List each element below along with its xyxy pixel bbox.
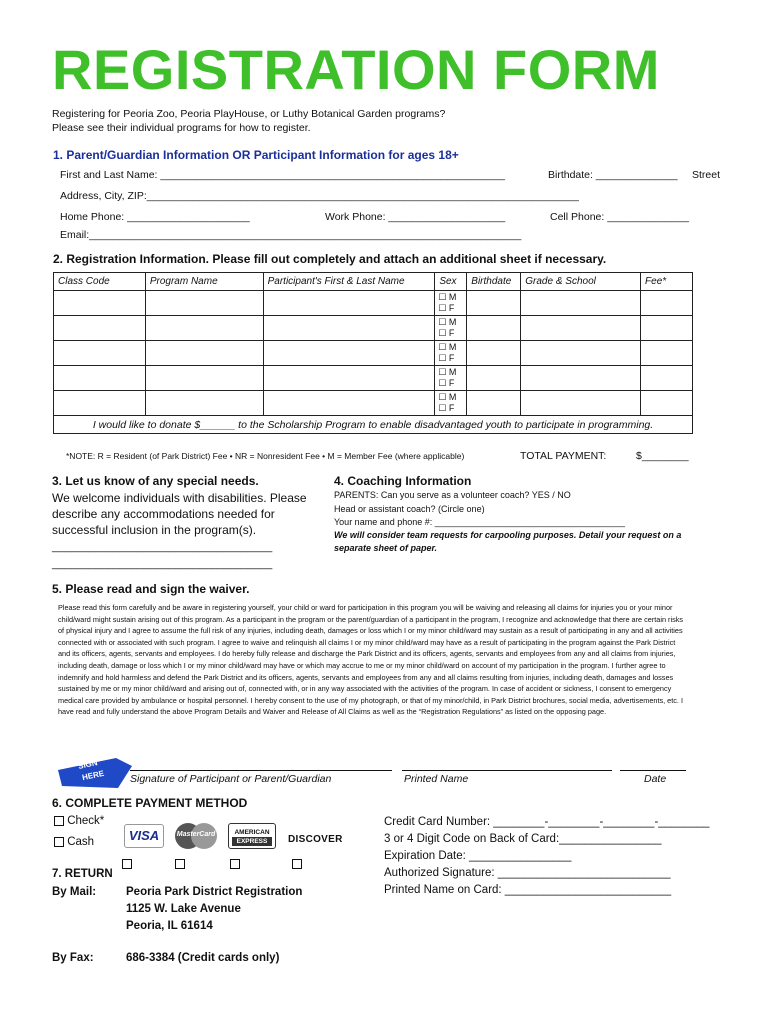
intro-line-2: Please see their individual programs for how to register.: [52, 122, 311, 134]
cc-number-field[interactable]: Credit Card Number: ________-________-________-________: [384, 816, 710, 828]
form-title: REGISTRATION FORM: [52, 38, 660, 101]
class-code-cell[interactable]: [54, 291, 146, 316]
home-phone-field[interactable]: Home Phone: _____________________: [60, 211, 250, 223]
amex-text-1: AMERICAN: [234, 829, 270, 836]
class-code-cell[interactable]: [54, 366, 146, 391]
carpool-note-2: separate sheet of paper.: [334, 543, 438, 553]
special-needs-text: We welcome individuals with disabilities. Please describe any accommodations needed for successful inclusion in the program(s).: [52, 491, 307, 537]
cc-expiration-field[interactable]: Expiration Date: ________________: [384, 850, 572, 862]
mastercard-checkbox[interactable]: [175, 855, 185, 873]
signature-label: Signature of Participant or Parent/Guardian: [130, 773, 332, 785]
fee-note: *NOTE: R = Resident (of Park District) Fee • NR = Nonresident Fee • M = Member Fee (where applicable): [66, 451, 465, 461]
sex-m-checkbox[interactable]: ☐ M: [438, 342, 457, 352]
col-fee: Fee*: [641, 273, 693, 291]
section2-heading: 2. Registration Information. Please fill out completely and attach an additional sheet if necessary.: [53, 252, 607, 266]
col-sex: Sex: [435, 273, 467, 291]
street-label: Street: [692, 169, 721, 181]
printed-name-label: Printed Name: [404, 773, 469, 785]
col-class-code: Class Code: [54, 273, 146, 291]
discover-logo: DISCOVER: [288, 834, 343, 845]
table-row[interactable]: [54, 316, 693, 341]
check-option[interactable]: [54, 815, 104, 827]
visa-checkbox[interactable]: [122, 855, 132, 873]
participant-name-cell[interactable]: [263, 366, 435, 391]
table-row[interactable]: [54, 366, 693, 391]
section7-heading: 7. RETURN: [52, 868, 113, 880]
cash-option[interactable]: [54, 836, 94, 848]
col-participant-name: Participant's First & Last Name: [263, 273, 435, 291]
sex-cell[interactable]: [435, 366, 467, 391]
total-payment-label: TOTAL PAYMENT:: [520, 450, 607, 462]
special-needs-line-1[interactable]: ____________________________________: [52, 541, 273, 553]
donation-row[interactable]: [54, 416, 693, 434]
cash-label: Cash: [67, 836, 95, 848]
amex-checkbox[interactable]: [230, 855, 240, 873]
coach-name-phone-field[interactable]: Your name and phone #: ______________________________________: [334, 517, 625, 527]
section3-heading: 3. Let us know of any special needs.: [52, 474, 259, 488]
program-name-cell[interactable]: [145, 341, 263, 366]
participant-name-cell[interactable]: [263, 341, 435, 366]
printed-name-line[interactable]: [402, 770, 612, 771]
sex-cell[interactable]: [435, 291, 467, 316]
total-payment-field[interactable]: $________: [636, 450, 689, 462]
mail-address-line-3: Peoria, IL 61614: [126, 920, 213, 932]
birthdate-cell[interactable]: [467, 316, 521, 341]
sex-f-checkbox[interactable]: ☐ F: [438, 328, 455, 338]
program-name-cell[interactable]: [145, 391, 263, 416]
visa-logo: VISA: [124, 824, 164, 848]
fee-cell[interactable]: [641, 366, 693, 391]
discover-checkbox[interactable]: [292, 855, 302, 873]
amex-logo: [228, 823, 276, 849]
sex-cell[interactable]: [435, 391, 467, 416]
class-code-cell[interactable]: [54, 316, 146, 341]
mastercard-logo: [172, 822, 220, 850]
check-label: Check*: [67, 815, 105, 827]
date-label: Date: [644, 773, 667, 785]
section5-heading: 5. Please read and sign the waiver.: [52, 582, 250, 596]
table-row[interactable]: [54, 341, 693, 366]
birthdate-field[interactable]: Birthdate: ______________: [548, 169, 678, 181]
fee-cell[interactable]: [641, 391, 693, 416]
sex-f-checkbox[interactable]: ☐ F: [438, 353, 455, 363]
mail-address-line-2: 1125 W. Lake Avenue: [126, 903, 241, 915]
coach-type-question[interactable]: Head or assistant coach? (Circle one): [334, 504, 485, 514]
cc-printed-name-field[interactable]: Printed Name on Card: __________________________: [384, 884, 672, 896]
registration-table: [53, 272, 693, 434]
sign-here-badge: [56, 756, 136, 790]
by-fax-label: By Fax:: [52, 952, 94, 964]
table-row[interactable]: [54, 291, 693, 316]
section6-heading: 6. COMPLETE PAYMENT METHOD: [52, 796, 248, 810]
participant-name-cell[interactable]: [263, 316, 435, 341]
col-grade-school: Grade & School: [521, 273, 641, 291]
sign-here-text-2: HERE: [81, 768, 105, 783]
coach-volunteer-question[interactable]: PARENTS: Can you serve as a volunteer coach? YES / NO: [334, 490, 571, 500]
program-name-cell[interactable]: [145, 366, 263, 391]
fee-cell[interactable]: [641, 316, 693, 341]
carpool-note-1: We will consider team requests for carpooling purposes. Detail your request on a: [334, 530, 682, 540]
by-mail-label: By Mail:: [52, 886, 97, 898]
email-field[interactable]: Email:__________________________________________________________________________: [60, 229, 522, 241]
birthdate-cell[interactable]: [467, 366, 521, 391]
check-checkbox[interactable]: [54, 816, 64, 826]
sex-m-checkbox[interactable]: ☐ M: [438, 317, 457, 327]
table-row[interactable]: [54, 391, 693, 416]
mail-address-line-1: Peoria Park District Registration: [126, 886, 303, 898]
program-name-cell[interactable]: [145, 291, 263, 316]
participant-name-cell[interactable]: [263, 291, 435, 316]
amex-text-2: EXPRESS: [232, 837, 272, 846]
fee-cell[interactable]: [641, 291, 693, 316]
program-name-cell[interactable]: [145, 316, 263, 341]
date-line[interactable]: [620, 770, 686, 771]
signature-line[interactable]: [130, 770, 392, 771]
address-field[interactable]: Address, City, ZIP:__________________________________________________________________________: [60, 190, 579, 202]
mastercard-text: MasterCard: [176, 831, 216, 838]
col-program-name: Program Name: [145, 273, 263, 291]
birthdate-cell[interactable]: [467, 341, 521, 366]
section1-heading: 1. Parent/Guardian Information OR Participant Information for ages 18+: [53, 148, 459, 162]
grade-school-cell[interactable]: [521, 291, 641, 316]
col-birthdate: Birthdate: [467, 273, 521, 291]
class-code-cell[interactable]: [54, 391, 146, 416]
intro-line-1: Registering for Peoria Zoo, Peoria PlayHouse, or Luthy Botanical Garden programs?: [52, 108, 446, 120]
sex-cell[interactable]: [435, 341, 467, 366]
participant-name-cell[interactable]: [263, 391, 435, 416]
cash-checkbox[interactable]: [54, 837, 64, 847]
waiver-text: Please read this form carefully and be aware in registering yourself, your child or ward for participation in this program you will be waiving and releasing all claims for injuries you or your minor child/ward might sustain arising out of this program. As a participant in the program or the parent/guardian of a participant in the program, I recognize and acknowledge that there are certain risks of physical injury and I agree to assume the full risk of any injuries, including death, damages or loss which I or my minor child/ward may sustain as a result of participating in any and all activities connected with or associated with such program. I agree to waive and relinquish all claims I or my minor child/ward may have as a result of participating in the program against the Park District and its officers, agents, servants and employees. I do hereby fully release and discharge the Park District and its officers, agents, servants and employees from any and all claims from injuries, including death, damage or loss which I or my minor child/ward may have or which may accrue to me or my minor child/ward on account of my participation in the program. I further agree to indemnify and hold harmless and defend the Park District and its officers, agents, servants and employees from any and all claims resulting from injuries, including death, damages and losses sustained by me or my minor child/ward and arising out of, connected with, or in any way associated with the activities of the program. In case of accident or sickness, I consent to emergency medical care provided by ambulance or hospital personnel. I hereby consent to the use of my photograph, or that of my minor/child, in Park District brochures, social media, advertisements, etc. I have read and fully understand the above Program Details and Waiver and Release of All Claims as well as the “Registration Regulations” as listed on the opposing page.: [58, 603, 684, 717]
fee-cell[interactable]: [641, 341, 693, 366]
sign-here-text-1: SIGN: [77, 758, 99, 771]
grade-school-cell[interactable]: [521, 316, 641, 341]
special-needs-line-2[interactable]: ____________________________________: [52, 558, 273, 570]
sex-cell[interactable]: [435, 316, 467, 341]
sex-m-checkbox[interactable]: ☐ M: [438, 292, 457, 302]
birthdate-cell[interactable]: [467, 291, 521, 316]
section4-heading: 4. Coaching Information: [334, 474, 472, 488]
sex-f-checkbox[interactable]: ☐ F: [438, 378, 455, 388]
table-header-row: [54, 273, 693, 291]
cc-code-field[interactable]: 3 or 4 Digit Code on Back of Card:________________: [384, 833, 662, 845]
name-field[interactable]: First and Last Name: ___________________________________________________________: [60, 169, 505, 181]
sex-f-checkbox[interactable]: ☐ F: [438, 403, 455, 413]
birthdate-cell[interactable]: [467, 391, 521, 416]
cc-signature-field[interactable]: Authorized Signature: ___________________________: [384, 867, 671, 879]
sex-m-checkbox[interactable]: ☐ M: [438, 367, 457, 377]
sex-f-checkbox[interactable]: ☐ F: [438, 303, 455, 313]
cell-phone-field[interactable]: Cell Phone: ______________: [550, 211, 689, 223]
fax-number: 686-3384 (Credit cards only): [126, 952, 280, 964]
grade-school-cell[interactable]: [521, 341, 641, 366]
donation-text[interactable]: I would like to donate $______ to the Scholarship Program to enable disadvantaged youth to participate in programming.: [54, 416, 693, 434]
grade-school-cell[interactable]: [521, 366, 641, 391]
work-phone-field[interactable]: Work Phone: ____________________: [325, 211, 506, 223]
class-code-cell[interactable]: [54, 341, 146, 366]
grade-school-cell[interactable]: [521, 391, 641, 416]
sex-m-checkbox[interactable]: ☐ M: [438, 392, 457, 402]
